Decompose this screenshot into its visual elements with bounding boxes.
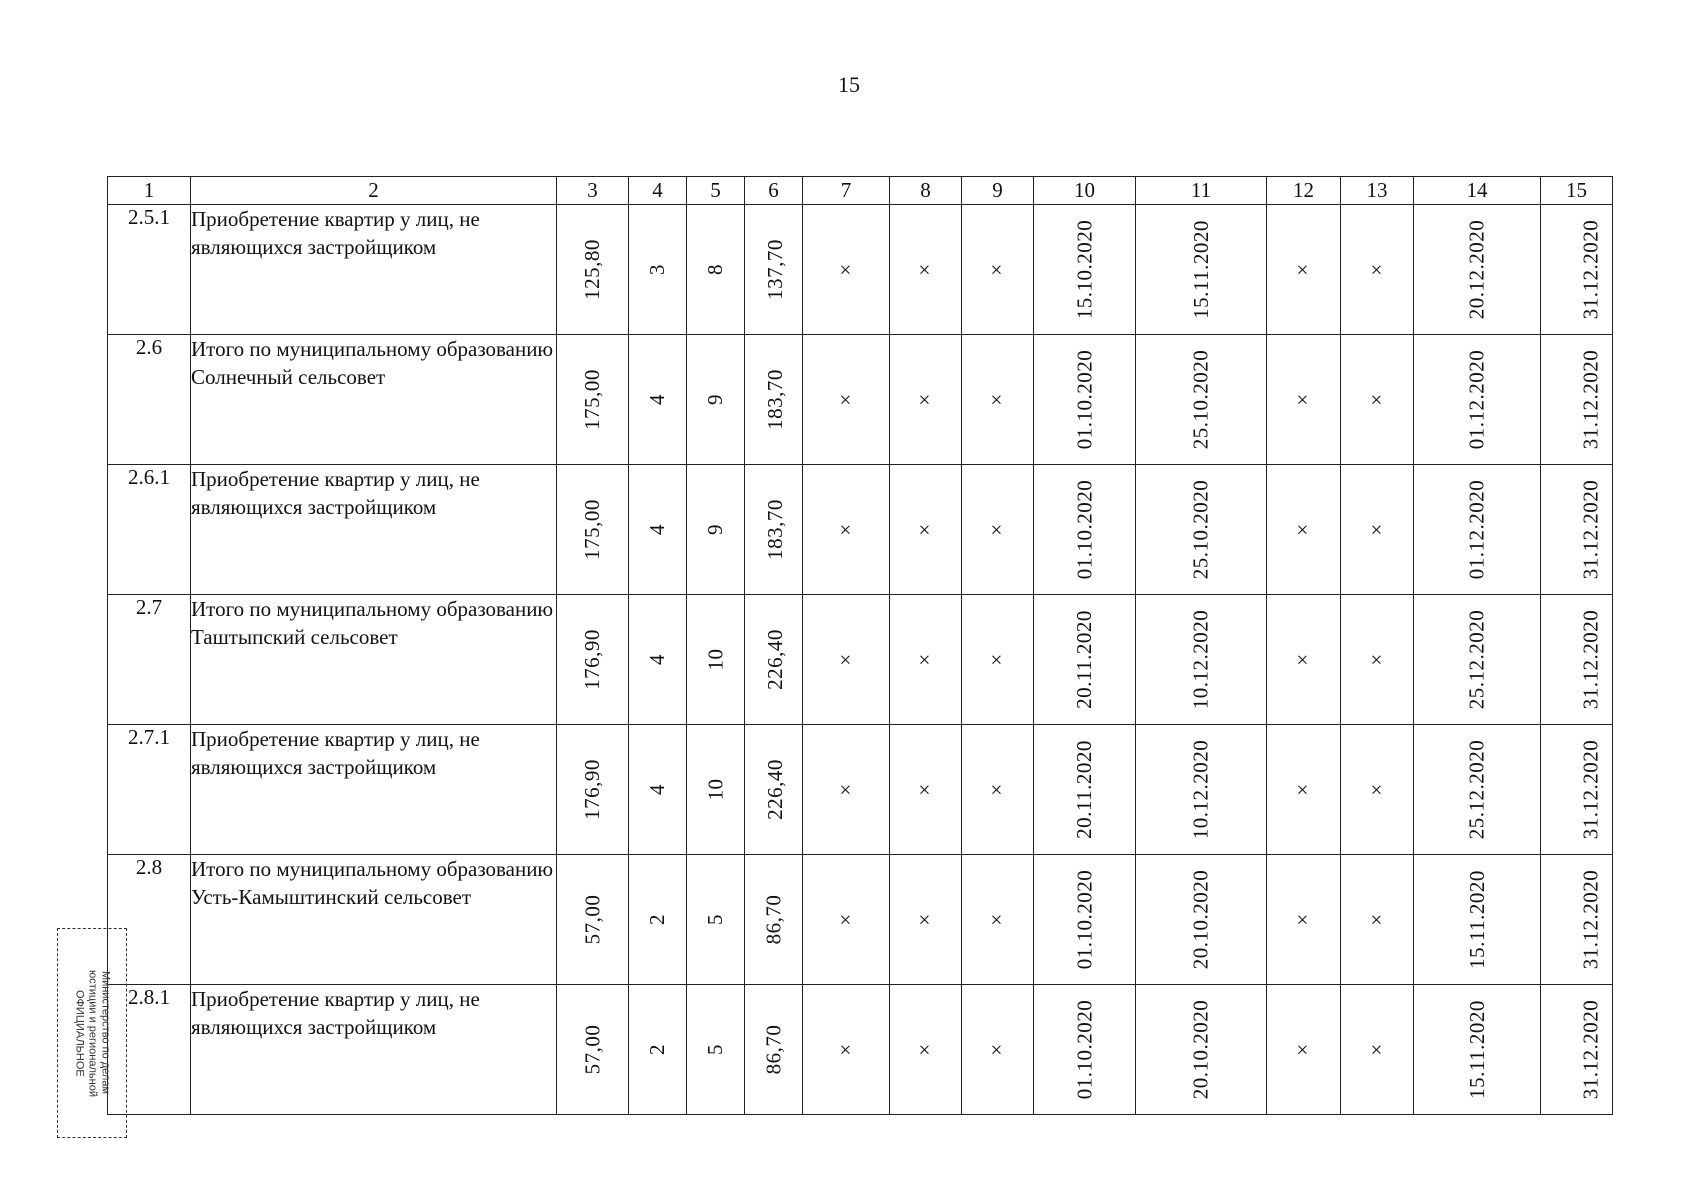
cell-value: 4 [645, 394, 669, 405]
cell-value: × [833, 913, 858, 926]
cell-c15 [1541, 725, 1613, 855]
cell-value: 8 [703, 264, 727, 275]
row-number: 2.5.1 [108, 205, 191, 335]
column-header: 1 [108, 177, 191, 205]
column-header: 3 [557, 177, 629, 205]
cell-value: 31.12.2020 [1578, 999, 1603, 1100]
column-header: 13 [1341, 177, 1414, 205]
cell-c10 [1034, 465, 1136, 595]
cell-value: 10.12.2020 [1188, 739, 1213, 840]
cell-value: 31.12.2020 [1578, 349, 1603, 450]
cell-c12 [1267, 595, 1341, 725]
column-header: 12 [1267, 177, 1341, 205]
official-stamp [57, 928, 127, 1138]
cell-value: 9 [703, 524, 727, 535]
cell-value: × [913, 263, 937, 276]
cell-value: 01.10.2020 [1072, 479, 1096, 580]
cell-c8 [890, 985, 962, 1115]
row-name: Приобретение квартир у лиц, не являющихся застройщиком [191, 205, 557, 335]
cell-value: 31.12.2020 [1578, 479, 1603, 580]
cell-value: 01.10.2020 [1072, 349, 1096, 450]
cell-value: 183,70 [762, 369, 787, 430]
cell-c7 [803, 855, 890, 985]
cell-c12 [1267, 205, 1341, 335]
cell-c6 [745, 595, 803, 725]
cell-c15 [1541, 855, 1613, 985]
column-header: 15 [1541, 177, 1613, 205]
cell-value: × [833, 1043, 858, 1056]
cell-c10 [1034, 725, 1136, 855]
cell-c6 [745, 335, 803, 465]
column-header: 11 [1136, 177, 1267, 205]
column-header: 9 [962, 177, 1034, 205]
cell-value: 3 [645, 264, 669, 275]
cell-value: × [1364, 263, 1389, 276]
cell-c8 [890, 725, 962, 855]
cell-value: 125,80 [580, 239, 604, 300]
cell-c7 [803, 725, 890, 855]
table-row [108, 595, 1613, 725]
column-header: 2 [191, 177, 557, 205]
cell-c11 [1136, 725, 1267, 855]
column-header: 7 [803, 177, 890, 205]
cell-c4 [629, 595, 687, 725]
cell-value: × [1291, 1043, 1315, 1056]
cell-c11 [1136, 985, 1267, 1115]
cell-c4 [629, 985, 687, 1115]
cell-c11 [1136, 465, 1267, 595]
cell-value: × [913, 783, 937, 796]
cell-c3 [557, 985, 629, 1115]
cell-value: 01.12.2020 [1464, 349, 1489, 450]
cell-c10 [1034, 205, 1136, 335]
cell-value: × [913, 913, 937, 926]
cell-c15 [1541, 335, 1613, 465]
cell-c3 [557, 855, 629, 985]
cell-value: × [1291, 263, 1315, 276]
cell-value: 25.12.2020 [1464, 739, 1489, 840]
cell-value: × [985, 1043, 1009, 1056]
cell-c6 [745, 465, 803, 595]
cell-value: × [913, 523, 937, 536]
cell-value: × [913, 393, 937, 406]
cell-value: × [833, 523, 858, 536]
stamp-line: юстиции и региональной [86, 969, 99, 1097]
cell-c3 [557, 465, 629, 595]
cell-c15 [1541, 205, 1613, 335]
cell-value: 01.10.2020 [1072, 869, 1096, 970]
cell-value: × [1291, 913, 1315, 926]
cell-c5 [687, 595, 745, 725]
cell-value: 226,40 [762, 759, 787, 820]
table-row [108, 335, 1613, 465]
cell-c3 [557, 205, 629, 335]
cell-value: × [1364, 783, 1389, 796]
cell-value: 31.12.2020 [1578, 219, 1603, 320]
column-header: 4 [629, 177, 687, 205]
cell-c6 [745, 725, 803, 855]
cell-value: 5 [703, 1044, 727, 1055]
cell-c14 [1414, 465, 1541, 595]
cell-c7 [803, 335, 890, 465]
cell-c14 [1414, 985, 1541, 1115]
cell-c9 [962, 205, 1034, 335]
cell-c8 [890, 595, 962, 725]
row-name: Приобретение квартир у лиц, не являющихся застройщиком [191, 465, 557, 595]
row-number: 2.6 [108, 335, 191, 465]
cell-value: 175,00 [580, 369, 604, 430]
row-number: 2.7 [108, 595, 191, 725]
cell-c6 [745, 855, 803, 985]
cell-value: × [985, 913, 1009, 926]
row-name: Приобретение квартир у лиц, не являющихся застройщиком [191, 725, 557, 855]
cell-value: 10.12.2020 [1188, 609, 1213, 710]
cell-value: 86,70 [761, 894, 785, 945]
cell-c10 [1034, 985, 1136, 1115]
cell-c13 [1341, 595, 1414, 725]
cell-value: 25.10.2020 [1188, 349, 1213, 450]
cell-value: 57,00 [580, 894, 604, 945]
cell-value: × [1364, 653, 1389, 666]
cell-value: 31.12.2020 [1578, 869, 1603, 970]
cell-value: 31.12.2020 [1578, 739, 1603, 840]
program-table [107, 176, 1613, 1115]
cell-c14 [1414, 595, 1541, 725]
row-number: 2.7.1 [108, 725, 191, 855]
column-header: 14 [1414, 177, 1541, 205]
cell-value: 25.10.2020 [1188, 479, 1213, 580]
cell-c3 [557, 595, 629, 725]
cell-c11 [1136, 855, 1267, 985]
cell-value: 10 [703, 778, 727, 801]
row-number: 2.8 [108, 855, 191, 985]
cell-c8 [890, 855, 962, 985]
row-number: 2.8.1 [108, 985, 191, 1115]
cell-value: 183,70 [762, 499, 787, 560]
cell-c5 [687, 985, 745, 1115]
table-row [108, 725, 1613, 855]
column-header: 8 [890, 177, 962, 205]
cell-c5 [687, 465, 745, 595]
cell-value: 4 [645, 784, 669, 795]
cell-c5 [687, 205, 745, 335]
cell-c10 [1034, 855, 1136, 985]
cell-c10 [1034, 335, 1136, 465]
cell-c11 [1136, 595, 1267, 725]
cell-value: 175,00 [580, 499, 604, 560]
cell-c13 [1341, 725, 1414, 855]
row-name: Итого по муниципальному образованию Усть-Камыштинский сельсовет [191, 855, 557, 985]
cell-c10 [1034, 595, 1136, 725]
cell-value: × [1291, 393, 1315, 406]
cell-value: 25.12.2020 [1464, 609, 1489, 710]
cell-c5 [687, 335, 745, 465]
row-number: 2.6.1 [108, 465, 191, 595]
cell-value: × [1364, 913, 1389, 926]
cell-value: 137,70 [762, 239, 787, 300]
cell-c8 [890, 335, 962, 465]
cell-c7 [803, 205, 890, 335]
cell-c4 [629, 335, 687, 465]
cell-c12 [1267, 465, 1341, 595]
cell-c13 [1341, 465, 1414, 595]
cell-value: 57,00 [580, 1024, 604, 1075]
cell-c7 [803, 985, 890, 1115]
cell-c14 [1414, 725, 1541, 855]
cell-value: × [833, 653, 858, 666]
cell-c9 [962, 335, 1034, 465]
cell-c13 [1341, 335, 1414, 465]
cell-value: 10 [703, 648, 727, 671]
cell-value: × [1291, 783, 1315, 796]
cell-value: 20.10.2020 [1188, 869, 1213, 970]
cell-value: 5 [703, 914, 727, 925]
column-header: 6 [745, 177, 803, 205]
cell-value: 01.10.2020 [1072, 999, 1096, 1100]
cell-c5 [687, 725, 745, 855]
row-name: Приобретение квартир у лиц, не являющихся застройщиком [191, 985, 557, 1115]
table-row [108, 855, 1613, 985]
cell-value: 176,90 [580, 629, 604, 690]
cell-c3 [557, 725, 629, 855]
page-number: 15 [838, 72, 860, 97]
cell-c8 [890, 205, 962, 335]
cell-value: × [833, 393, 858, 406]
column-header: 10 [1034, 177, 1136, 205]
cell-value: × [985, 523, 1009, 536]
cell-value: 31.12.2020 [1578, 609, 1603, 710]
cell-c9 [962, 465, 1034, 595]
cell-value: 86,70 [761, 1024, 785, 1075]
cell-c13 [1341, 985, 1414, 1115]
cell-value: 176,90 [580, 759, 604, 820]
cell-value: × [985, 783, 1009, 796]
row-name: Итого по муниципальному образованию Таштыпский сельсовет [191, 595, 557, 725]
cell-c9 [962, 595, 1034, 725]
cell-c13 [1341, 855, 1414, 985]
cell-c11 [1136, 205, 1267, 335]
cell-c4 [629, 725, 687, 855]
column-header: 5 [687, 177, 745, 205]
cell-c5 [687, 855, 745, 985]
cell-c9 [962, 725, 1034, 855]
cell-c6 [745, 205, 803, 335]
cell-c12 [1267, 855, 1341, 985]
table-row [108, 205, 1613, 335]
cell-value: × [833, 263, 858, 276]
cell-value: × [985, 263, 1009, 276]
cell-c7 [803, 465, 890, 595]
header-row [108, 177, 1613, 205]
cell-value: 15.10.2020 [1072, 219, 1096, 320]
cell-c8 [890, 465, 962, 595]
cell-value: 4 [645, 654, 669, 665]
cell-value: 4 [645, 524, 669, 535]
cell-c14 [1414, 335, 1541, 465]
cell-c15 [1541, 465, 1613, 595]
cell-value: 01.12.2020 [1464, 479, 1489, 580]
cell-value: × [1364, 1043, 1389, 1056]
cell-value: × [1291, 523, 1315, 536]
cell-value: × [913, 1043, 937, 1056]
cell-c4 [629, 855, 687, 985]
cell-value: × [1364, 523, 1389, 536]
cell-value: × [833, 783, 858, 796]
cell-value: 15.11.2020 [1464, 870, 1489, 969]
cell-value: × [1364, 393, 1389, 406]
cell-c4 [629, 465, 687, 595]
cell-value: 20.11.2020 [1071, 610, 1096, 709]
cell-value: 20.11.2020 [1071, 740, 1096, 839]
cell-value: 2 [645, 914, 669, 925]
cell-c12 [1267, 335, 1341, 465]
cell-value: 226,40 [762, 629, 787, 690]
cell-value: × [985, 393, 1009, 406]
cell-value: 20.10.2020 [1188, 999, 1213, 1100]
cell-c15 [1541, 985, 1613, 1115]
cell-value: × [985, 653, 1009, 666]
cell-c3 [557, 335, 629, 465]
row-name: Итого по муниципальному образованию Солнечный сельсовет [191, 335, 557, 465]
table-row [108, 465, 1613, 595]
cell-c7 [803, 595, 890, 725]
cell-c15 [1541, 595, 1613, 725]
cell-value: 15.11.2020 [1464, 1000, 1489, 1099]
cell-value: 20.12.2020 [1464, 219, 1489, 320]
cell-c9 [962, 985, 1034, 1115]
cell-value: 9 [703, 394, 727, 405]
stamp-line: Министерство по делам [99, 971, 112, 1095]
cell-c4 [629, 205, 687, 335]
cell-c6 [745, 985, 803, 1115]
cell-value: × [1291, 653, 1315, 666]
stamp-line: ОФИЦИАЛЬНОЕ [73, 989, 86, 1077]
cell-c9 [962, 855, 1034, 985]
cell-c13 [1341, 205, 1414, 335]
cell-c11 [1136, 335, 1267, 465]
cell-c14 [1414, 205, 1541, 335]
cell-value: 15.11.2020 [1188, 220, 1213, 319]
cell-value: 2 [645, 1044, 669, 1055]
cell-c14 [1414, 855, 1541, 985]
cell-c12 [1267, 725, 1341, 855]
cell-c12 [1267, 985, 1341, 1115]
table-row [108, 985, 1613, 1115]
cell-value: × [913, 653, 937, 666]
